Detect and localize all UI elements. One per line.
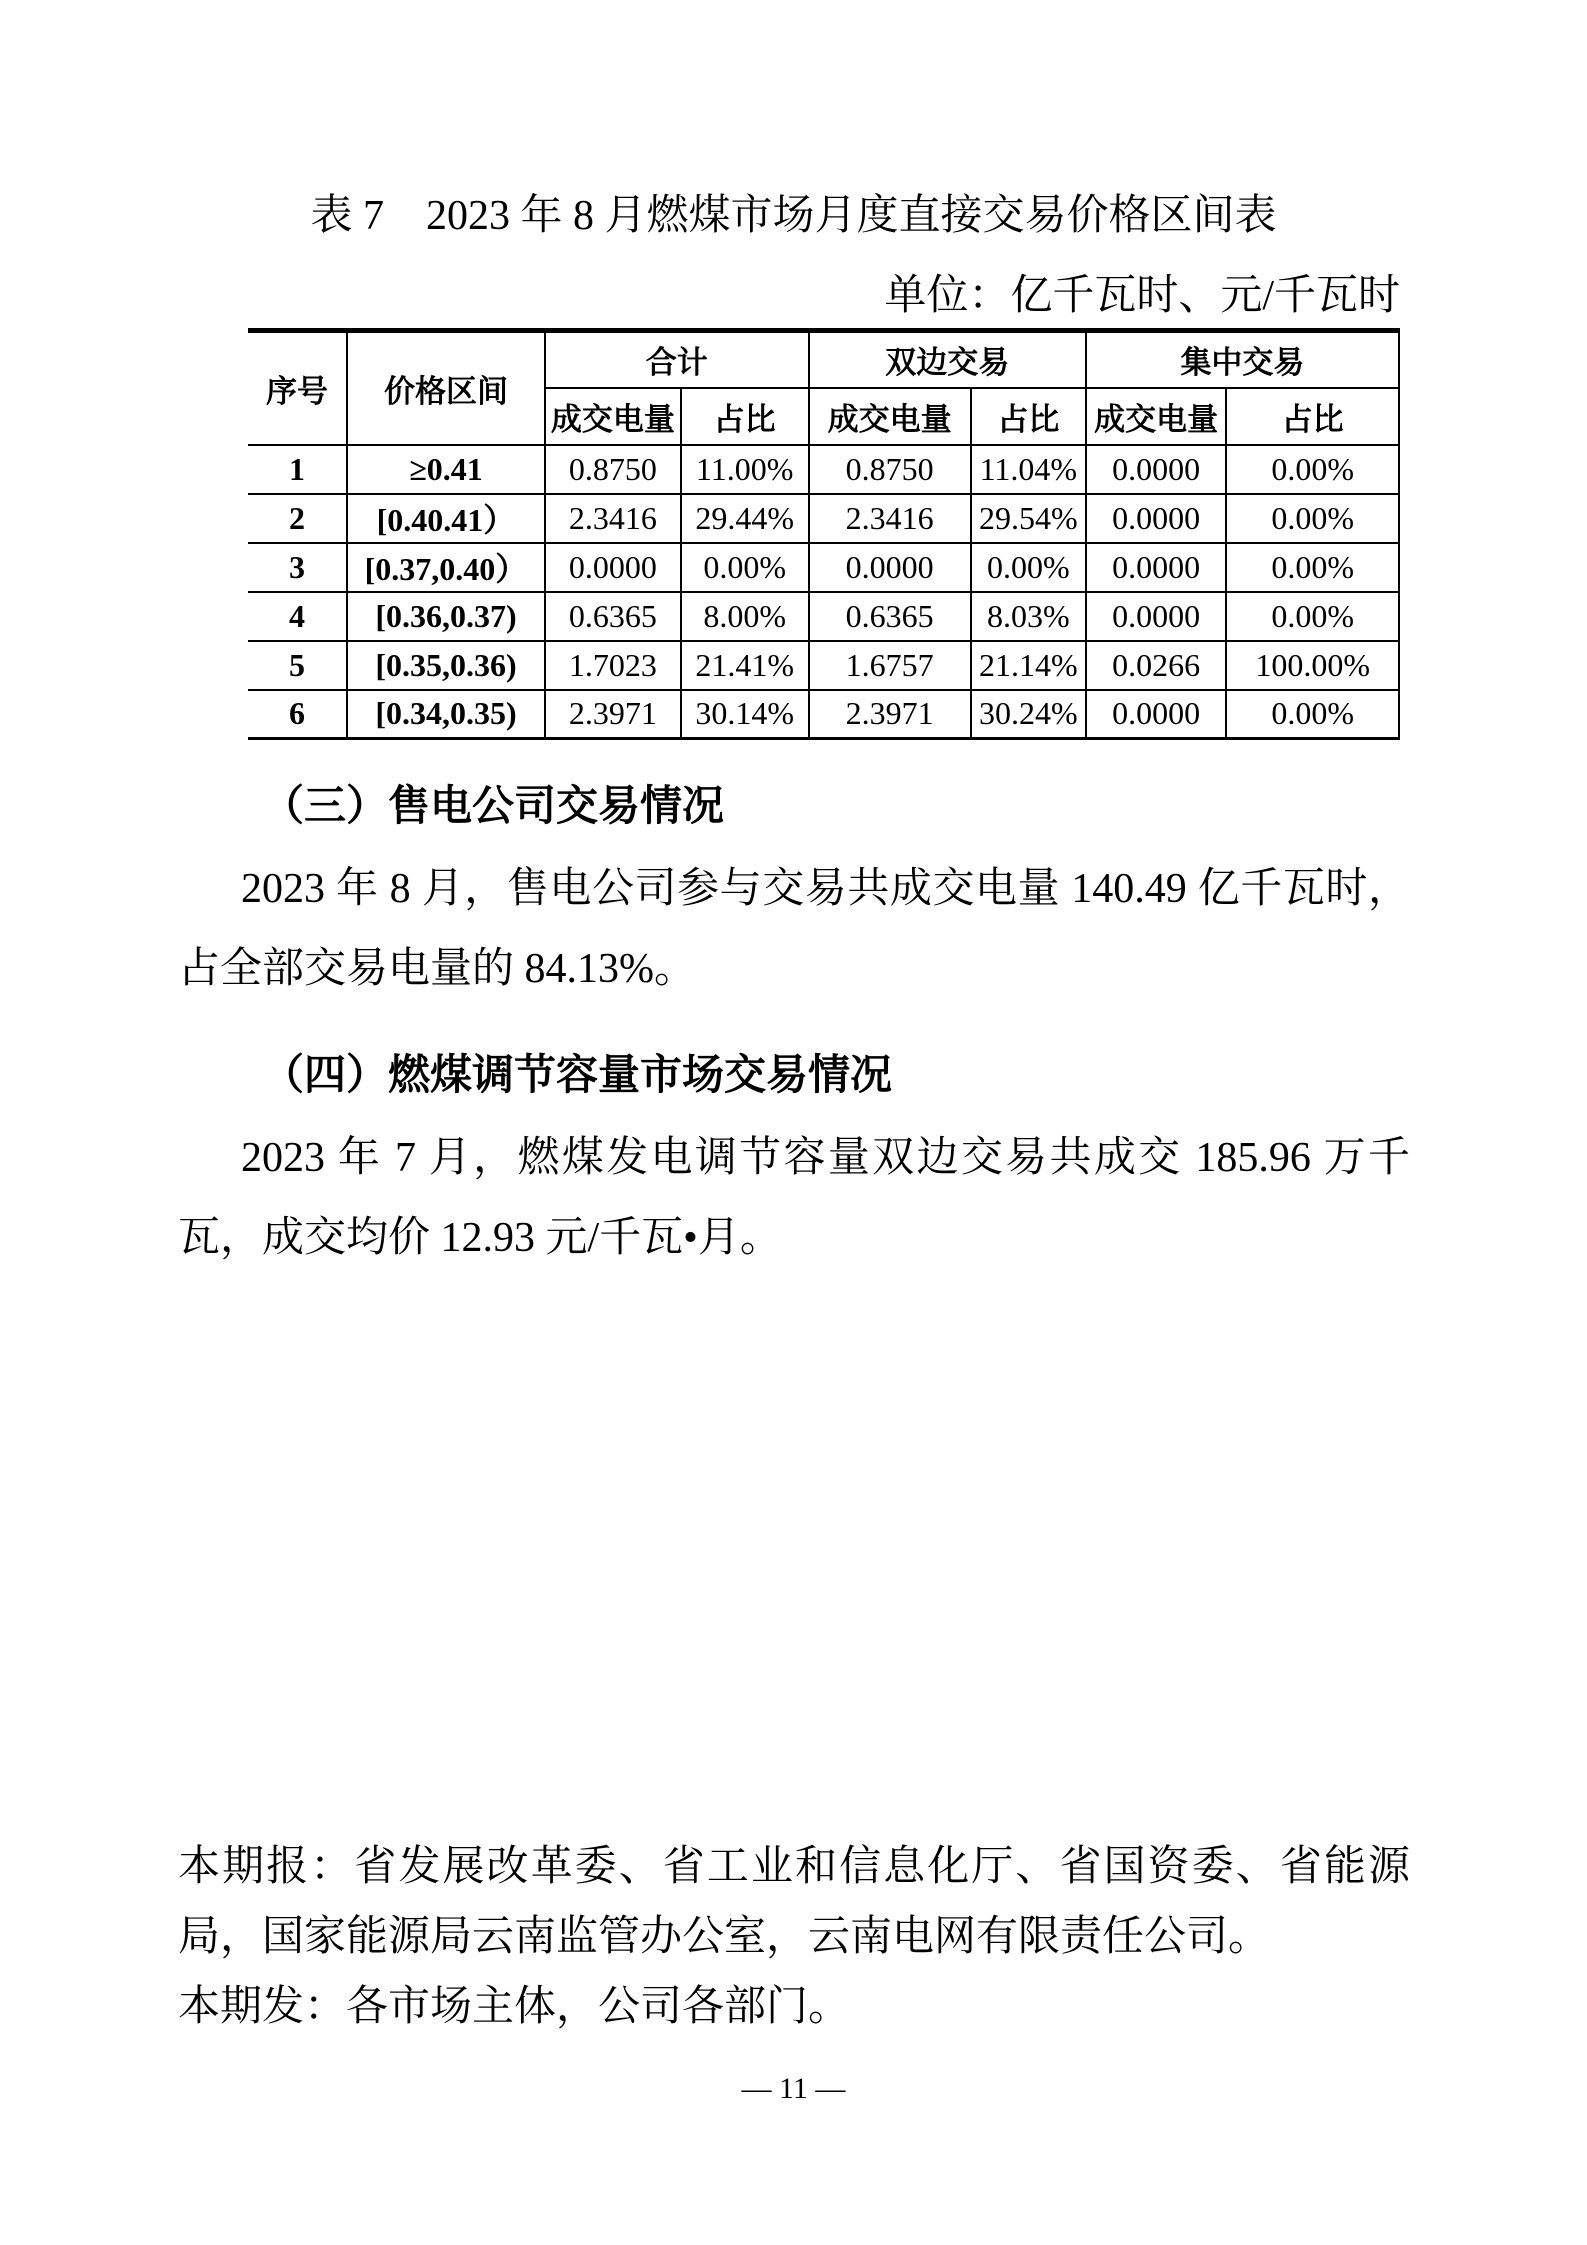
value-cell: 0.00% xyxy=(1226,592,1399,641)
header-volume: 成交电量 xyxy=(545,388,681,445)
value-cell: 0.0000 xyxy=(545,543,681,592)
value-cell: 2.3971 xyxy=(809,690,971,739)
distribution-note xyxy=(178,1832,1410,2042)
row-number-cell: 5 xyxy=(248,641,347,690)
value-cell: 0.0000 xyxy=(1086,543,1226,592)
value-cell: 0.0000 xyxy=(809,543,971,592)
value-cell: 29.44% xyxy=(681,494,809,543)
section-heading-3: （三）售电公司交易情况 xyxy=(262,784,725,830)
value-cell: 0.6365 xyxy=(809,592,971,641)
value-cell: 30.24% xyxy=(971,690,1086,739)
value-cell: 0.00% xyxy=(681,543,809,592)
unit-note: 单位：亿千瓦时、元/千瓦时 xyxy=(884,273,1400,319)
header-group-centralized: 集中交易 xyxy=(1086,331,1399,388)
table-row xyxy=(248,592,1399,641)
price-range-cell: [0.37,0.40） xyxy=(347,543,545,592)
price-table-body xyxy=(248,445,1399,739)
value-cell: 2.3416 xyxy=(545,494,681,543)
value-cell: 2.3416 xyxy=(809,494,971,543)
distribution-report-line: 本期报：省发展改革委、省工业和信息化厅、省国资委、省能源局，国家能源局云南监管办公室，云南电网有限责任公司。 xyxy=(178,1844,1410,1960)
price-range-cell: [0.34,0.35) xyxy=(347,690,545,739)
value-cell: 0.0000 xyxy=(1086,445,1226,494)
value-cell: 0.00% xyxy=(1226,494,1399,543)
value-cell: 0.0000 xyxy=(1086,592,1226,641)
header-seq: 序号 xyxy=(248,331,347,445)
table-row xyxy=(248,641,1399,690)
header-price-range: 价格区间 xyxy=(347,331,545,445)
table-row xyxy=(248,445,1399,494)
value-cell: 0.8750 xyxy=(545,445,681,494)
header-group-total: 合计 xyxy=(545,331,809,388)
value-cell: 0.0000 xyxy=(1086,494,1226,543)
price-range-cell: [0.40.41） xyxy=(347,494,545,543)
header-share: 占比 xyxy=(681,388,809,445)
value-cell: 0.6365 xyxy=(545,592,681,641)
value-cell: 0.00% xyxy=(1226,690,1399,739)
table-row xyxy=(248,690,1399,739)
table-header-row-groups xyxy=(248,331,1399,388)
price-range-table xyxy=(248,328,1400,740)
price-range-cell: [0.36,0.37) xyxy=(347,592,545,641)
row-number-cell: 1 xyxy=(248,445,347,494)
table-row xyxy=(248,494,1399,543)
price-range-cell: ≥0.41 xyxy=(347,445,545,494)
value-cell: 0.00% xyxy=(1226,445,1399,494)
row-number-cell: 4 xyxy=(248,592,347,641)
value-cell: 21.14% xyxy=(971,641,1086,690)
value-cell: 0.0000 xyxy=(1086,690,1226,739)
section-paragraph-4: 2023 年 7 月，燃煤发电调节容量双边交易共成交 185.96 万千瓦，成交均价 12.93 元/千瓦•月。 xyxy=(178,1135,1410,1261)
distribution-issue-line: 本期发：各市场主体，公司各部门。 xyxy=(178,1984,851,2030)
value-cell: 11.00% xyxy=(681,445,809,494)
header-share: 占比 xyxy=(971,388,1086,445)
value-cell: 2.3971 xyxy=(545,690,681,739)
value-cell: 100.00% xyxy=(1226,641,1399,690)
table-caption: 表 7 2023 年 8 月燃煤市场月度直接交易价格区间表 xyxy=(310,193,1277,239)
value-cell: 8.00% xyxy=(681,592,809,641)
value-cell: 0.00% xyxy=(971,543,1086,592)
value-cell: 0.00% xyxy=(1226,543,1399,592)
value-cell: 1.6757 xyxy=(809,641,971,690)
value-cell: 30.14% xyxy=(681,690,809,739)
price-range-cell: [0.35,0.36) xyxy=(347,641,545,690)
value-cell: 29.54% xyxy=(971,494,1086,543)
page-number: — 11 — xyxy=(741,2072,846,2105)
header-share: 占比 xyxy=(1226,388,1399,445)
row-number-cell: 6 xyxy=(248,690,347,739)
value-cell: 21.41% xyxy=(681,641,809,690)
section-paragraph-3: 2023 年 8 月，售电公司参与交易共成交电量 140.49 亿千瓦时，占全部交易电量的 84.13%。 xyxy=(178,866,1410,992)
header-volume: 成交电量 xyxy=(1086,388,1226,445)
row-number-cell: 2 xyxy=(248,494,347,543)
value-cell: 1.7023 xyxy=(545,641,681,690)
value-cell: 11.04% xyxy=(971,445,1086,494)
value-cell: 0.0266 xyxy=(1086,641,1226,690)
row-number-cell: 3 xyxy=(248,543,347,592)
header-volume: 成交电量 xyxy=(809,388,971,445)
value-cell: 8.03% xyxy=(971,592,1086,641)
table-row xyxy=(248,543,1399,592)
body-sections xyxy=(178,767,1410,1278)
header-group-bilateral: 双边交易 xyxy=(809,331,1086,388)
value-cell: 0.8750 xyxy=(809,445,971,494)
section-heading-4: （四）燃煤调节容量市场交易情况 xyxy=(262,1053,893,1099)
